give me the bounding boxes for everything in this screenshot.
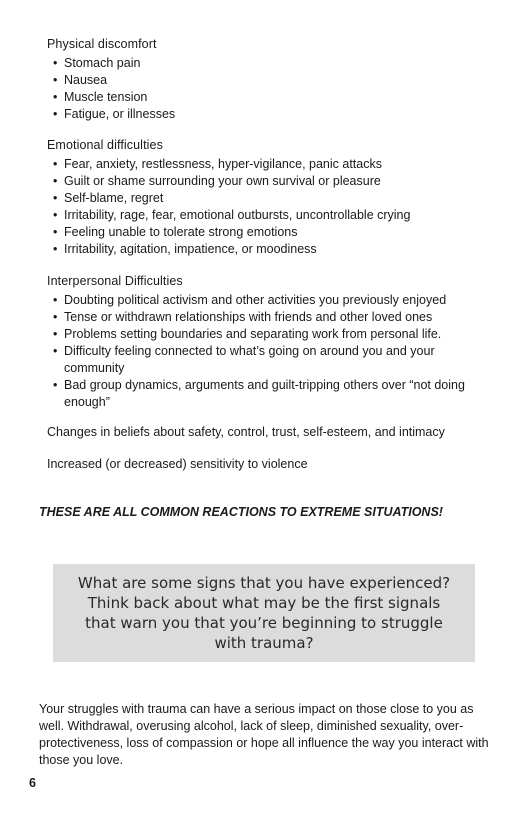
bullet-icon: • [53, 242, 58, 256]
section-heading: Emotional difficulties [47, 138, 163, 152]
bullet-icon: • [53, 327, 58, 341]
section-heading: Physical discomfort [47, 37, 157, 51]
list-item [47, 89, 497, 106]
bullet-list [47, 156, 497, 258]
reflection-prompt-box [53, 564, 475, 662]
bullet-icon: • [53, 90, 58, 104]
list-item-text: Irritability, rage, fear, emotional outbursts, uncontrollable crying [64, 208, 411, 222]
bullet-icon: • [53, 174, 58, 188]
list-item-text: Irritability, agitation, impatience, or moodiness [64, 242, 317, 256]
list-item [47, 224, 497, 241]
bullet-icon: • [53, 378, 58, 392]
section-emotional-difficulties [47, 137, 497, 258]
list-item [47, 377, 497, 411]
bullet-icon: • [53, 73, 58, 87]
list-item-text: Self-blame, regret [64, 191, 164, 205]
bullet-list [47, 292, 497, 411]
list-item [47, 241, 497, 258]
closing-paragraph: Your struggles with trauma can have a serious impact on those close to you as well. Withdrawal, overusing alcohol, lack of sleep, diminished sexuality, over-protectiveness, loss of compassion or hope all influence the way you interact with those you love. [39, 702, 489, 767]
list-item-text: Fatigue, or illnesses [64, 107, 176, 121]
list-item [47, 72, 497, 89]
list-item-text: Stomach pain [64, 56, 141, 70]
list-item [47, 55, 497, 72]
list-item [47, 309, 497, 326]
bullet-icon: • [53, 293, 58, 307]
list-item [47, 343, 497, 377]
list-item [47, 292, 497, 309]
list-item-text: Muscle tension [64, 90, 148, 104]
section-physical-discomfort [47, 36, 497, 123]
section-interpersonal-difficulties [47, 273, 497, 411]
list-item [47, 207, 497, 224]
list-item [47, 106, 497, 123]
page-number: 6 [29, 776, 36, 790]
list-item [47, 156, 497, 173]
bullet-list [47, 55, 497, 123]
bullet-icon: • [53, 208, 58, 222]
list-item-text: Fear, anxiety, restlessness, hyper-vigilance, panic attacks [64, 157, 382, 171]
bullet-icon: • [53, 225, 58, 239]
bullet-icon: • [53, 310, 58, 324]
bullet-icon: • [53, 344, 58, 358]
list-item-text: Tense or withdrawn relationships with friends and other loved ones [64, 310, 433, 324]
list-item-text: Bad group dynamics, arguments and guilt-tripping others over “not doing enough” [64, 378, 465, 409]
section-heading: Interpersonal Difficulties [47, 274, 183, 288]
reflection-prompt-text: What are some signs that you have experienced? Think back about what may be the first signals that warn you that you’re beginning to struggle with trauma? [77, 574, 451, 652]
callout-common-reactions: THESE ARE ALL COMMON REACTIONS TO EXTREME SITUATIONS! [39, 505, 443, 519]
list-item [47, 173, 497, 190]
list-item-text: Doubting political activism and other activities you previously enjoyed [64, 293, 447, 307]
list-item-text: Problems setting boundaries and separating work from personal life. [64, 327, 442, 341]
list-item-text: Nausea [64, 73, 108, 87]
bullet-icon: • [53, 191, 58, 205]
bullet-icon: • [53, 107, 58, 121]
bullet-icon: • [53, 157, 58, 171]
list-item-text: Difficulty feeling connected to what’s going on around you and your community [64, 344, 435, 375]
bullet-icon: • [53, 56, 58, 70]
list-item [47, 190, 497, 207]
statement-violence-sensitivity: Increased (or decreased) sensitivity to violence [47, 457, 308, 471]
statement-beliefs-changes: Changes in beliefs about safety, control, trust, self-esteem, and intimacy [47, 425, 445, 439]
list-item [47, 326, 497, 343]
list-item-text: Guilt or shame surrounding your own survival or pleasure [64, 174, 381, 188]
list-item-text: Feeling unable to tolerate strong emotions [64, 225, 298, 239]
